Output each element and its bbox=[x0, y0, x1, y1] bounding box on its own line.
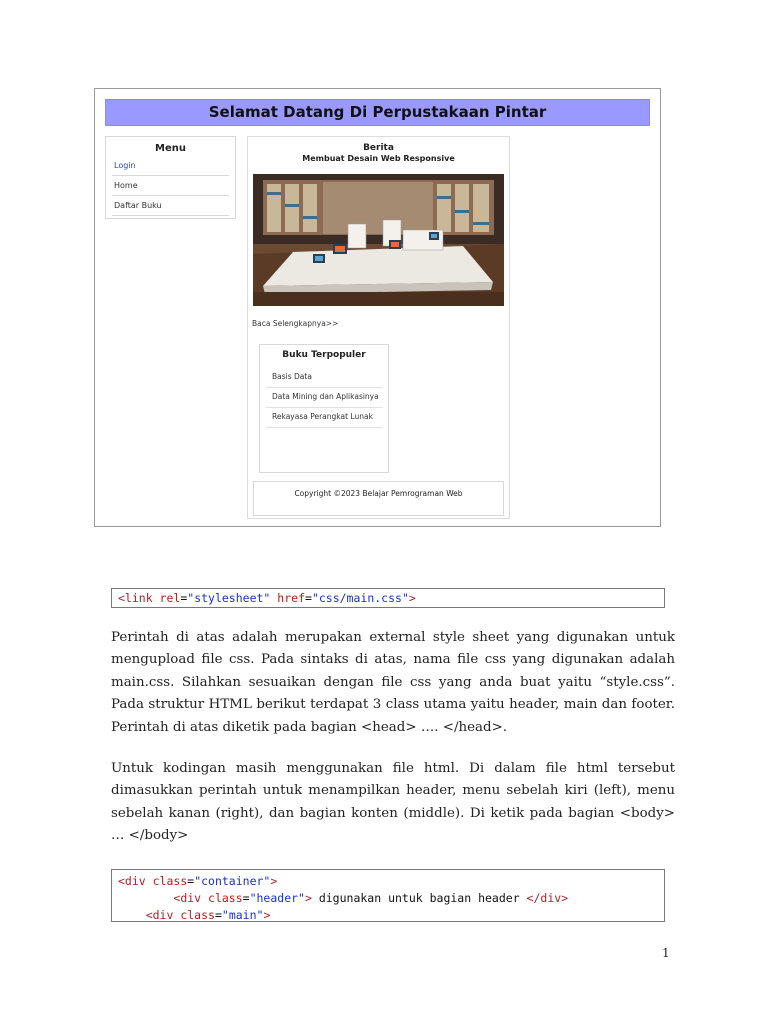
site-header-title: Selamat Datang Di Perpustakaan Pintar bbox=[105, 99, 650, 126]
code-indent bbox=[118, 908, 146, 922]
menu-item-home[interactable]: Home bbox=[112, 176, 229, 196]
code-attr: class bbox=[208, 891, 243, 905]
left-menu bbox=[105, 136, 236, 219]
popular-book-item[interactable]: Rekayasa Perangkat Lunak bbox=[266, 408, 382, 428]
code-attr: class bbox=[180, 908, 215, 922]
code-eq: = bbox=[305, 591, 312, 605]
news-title: Berita bbox=[363, 143, 394, 153]
code-line bbox=[118, 907, 658, 924]
popular-book-item[interactable]: Data Mining dan Aplikasinya bbox=[266, 388, 382, 408]
site-footer: Copyright ©2023 Belajar Pemrograman Web bbox=[253, 481, 504, 516]
popular-book-item[interactable]: Basis Data bbox=[266, 368, 382, 388]
code-line bbox=[118, 873, 658, 890]
menu-title: Menu bbox=[155, 143, 186, 154]
content-middle bbox=[247, 136, 510, 519]
code-tag-open: <div bbox=[173, 891, 209, 905]
code-tag-close: > bbox=[408, 591, 416, 605]
code-attr: class bbox=[152, 874, 188, 888]
code-block-link bbox=[111, 588, 665, 608]
code-tag-open: <div bbox=[118, 874, 153, 888]
website-screenshot bbox=[94, 88, 661, 527]
code-line bbox=[118, 591, 658, 605]
code-tag-close: > bbox=[270, 874, 278, 888]
paragraph-html-structure: Untuk kodingan masih menggunakan file html. Di dalam file html tersebut dimasukkan perintah untuk menampilkan header, menu sebelah kiri (left), menu sebelah kanan (right), dan bagian konten (middle). Di ketik pada bagian <body> … </body> bbox=[111, 761, 675, 844]
code-tag-open: <link bbox=[118, 591, 160, 605]
read-more-link[interactable]: Baca Selengkapnya>> bbox=[252, 319, 339, 328]
menu-list bbox=[112, 156, 229, 216]
page-number: 1 bbox=[662, 946, 670, 960]
code-value: "header" bbox=[249, 891, 305, 905]
menu-item-login[interactable]: Login bbox=[112, 156, 229, 176]
code-value: "container" bbox=[194, 874, 271, 888]
paragraph-external-css: Perintah di atas adalah merupakan external style sheet yang digunakan untuk mengupload file css. Pada sintaks di atas, nama file css yang digunakan adalah main.css. Silahkan sesuaikan dengan file css yang anda buat yaitu “style.css”. Pada struktur HTML berikut terdapat 3 class utama yaitu header, main dan footer. Perintah di atas diketik pada bagian <head> …. </head>. bbox=[111, 630, 675, 735]
menu-item-daftar-buku[interactable]: Daftar Buku bbox=[112, 196, 229, 216]
code-tag-close: > bbox=[304, 891, 312, 905]
code-indent bbox=[118, 891, 173, 905]
code-eq: = bbox=[214, 908, 222, 922]
code-block-div bbox=[111, 869, 665, 922]
code-eq: = bbox=[180, 591, 188, 605]
code-attr: href bbox=[277, 591, 305, 605]
code-value: "stylesheet" bbox=[187, 591, 271, 605]
code-tag-close: > bbox=[263, 908, 271, 922]
library-photo bbox=[253, 174, 504, 306]
code-value: "main" bbox=[221, 908, 264, 922]
code-eq: = bbox=[187, 874, 195, 888]
code-eq: = bbox=[242, 891, 250, 905]
popular-books-box bbox=[259, 344, 389, 473]
code-text: digunakan untuk bagian header bbox=[311, 891, 527, 905]
code-line bbox=[118, 890, 658, 907]
code-attr: rel bbox=[159, 591, 181, 605]
code-value: "css/main.css" bbox=[311, 591, 409, 605]
code-tag-end: </div> bbox=[526, 891, 569, 905]
code-tag-open: <div bbox=[145, 908, 181, 922]
popular-books-list bbox=[266, 368, 382, 428]
news-subtitle: Membuat Desain Web Responsive bbox=[302, 154, 455, 163]
popular-books-title: Buku Terpopuler bbox=[282, 350, 366, 360]
